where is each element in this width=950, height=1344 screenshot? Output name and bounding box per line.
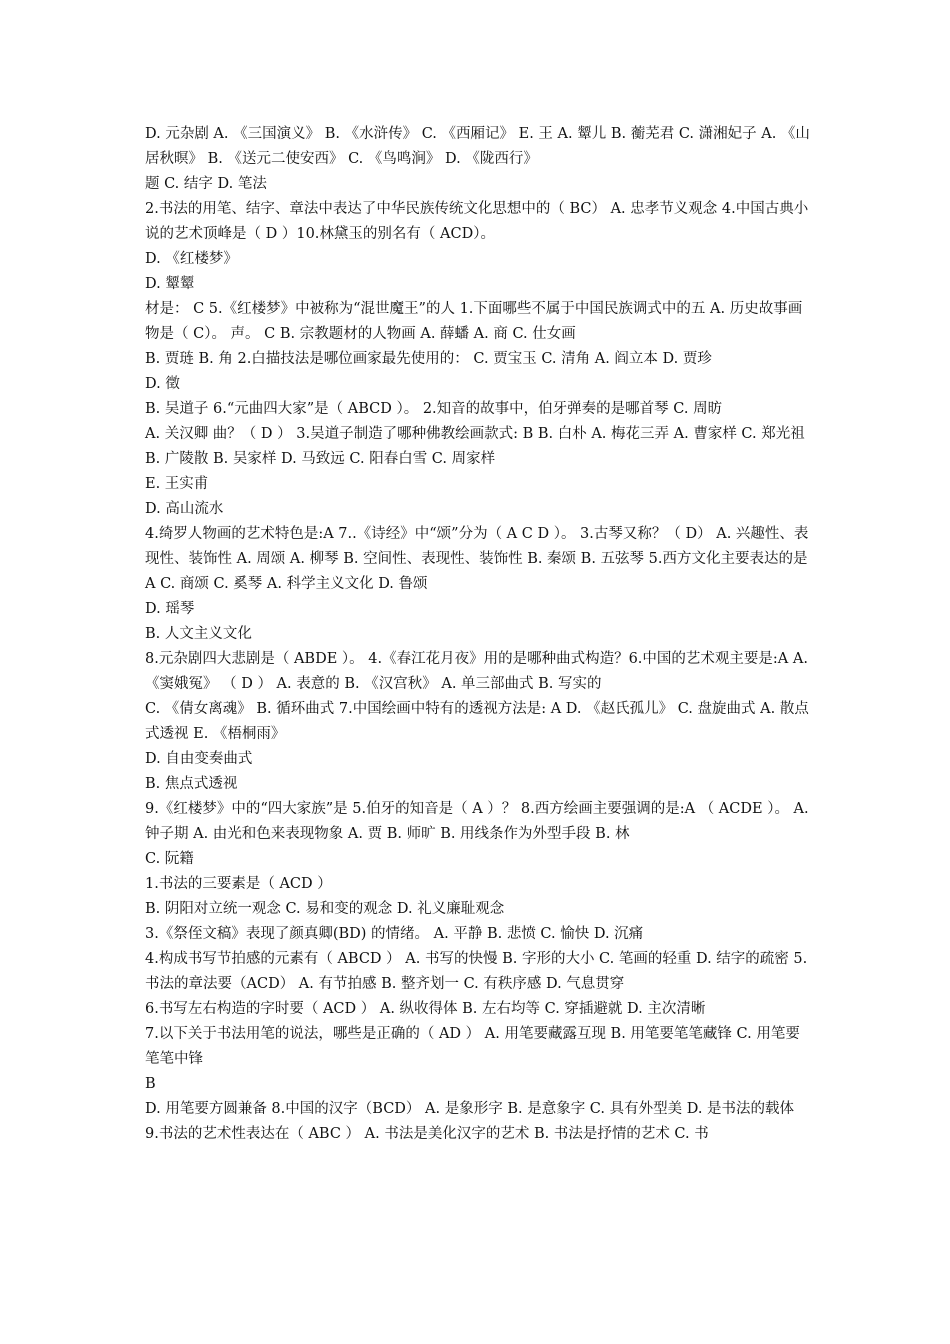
text-line: D. 徵 xyxy=(145,376,180,392)
text-line: 2.书法的用笔、结字、章法中表达了中华民族传统文化思想中的（ BC） A. 忠孝节义观念 4.中国古典小说的艺术顶峰是（ D ）10.林黛玉的别名有（ ACD）。 xyxy=(145,201,809,242)
text-line: 9.书法的艺术性表达在（ ABC ） A. 书法是美化汉字的艺术 B. 书法是抒情的艺术 C. 书 xyxy=(145,1126,709,1142)
text-line: 1.书法的三要素是（ ACD ） xyxy=(145,876,332,892)
text-line: 4.构成书写节拍感的元素有（ ABCD ） A. 书写的快慢 B. 字形的大小 C. 笔画的轻重 D. 结字的疏密 5.书法的章法要（ACD） A. 有节拍感 B. 整齐划一 C. 有秩序感 D. 气息贯穿 xyxy=(145,951,808,992)
text-line: B. 焦点式透视 xyxy=(145,776,238,792)
text-line: D. 用笔要方圆兼备 8.中国的汉字（BCD） A. 是象形字 B. 是意象字 C. 具有外型美 D. 是书法的载体 xyxy=(145,1101,795,1117)
text-line: E. 王实甫 xyxy=(145,476,209,492)
text-line: 题 C. 结字 D. 笔法 xyxy=(145,176,267,192)
text-line: B. 阴阳对立统一观念 C. 易和变的观念 D. 礼义廉耻观念 xyxy=(145,901,505,917)
text-line: A. 关汉卿 曲？（ D ） 3.吴道子制造了哪种佛教绘画款式: B B. 白朴 A. 梅花三弄 A. 曹家样 C. 郑光祖 B. 广陵散 B. 吴家样 D. 马致远 C. 阳春白雪 C. 周家样 xyxy=(145,426,805,467)
text-line: D. 瑶琴 xyxy=(145,601,195,617)
text-line: D. 高山流水 xyxy=(145,501,224,517)
text-line: 7.以下关于书法用笔的说法，哪些是正确的（ AD ） A. 用笔要藏露互现 B. 用笔要笔笔藏锋 C. 用笔要笔笔中锋 xyxy=(145,1026,800,1067)
text-line: 6.书写左右构造的字时要（ ACD ） A. 纵收得体 B. 左右均等 C. 穿插避就 D. 主次清晰 xyxy=(145,1001,706,1017)
text-line: D. 颦颦 xyxy=(145,276,195,292)
text-line: C. 《倩女离魂》 B. 循环曲式 7.中国绘画中特有的透视方法是: A D. 《赵氏孤儿》 C. 盘旋曲式 A. 散点式透视 E. 《梧桐雨》 xyxy=(145,701,809,742)
text-line: 4.绮罗人物画的艺术特色是:A 7..《诗经》中“颂”分为（ A C D ）。 3.古琴又称？（ D） A. 兴趣性、表现性、装饰性 A. 周颂 A. 柳琴 B. 空间性、表现性、装饰性 B. 秦颂 B. 五弦琴 5.西方文化主要表达的是 A C. 商颂 C. 奚琴 A. 科学主义文化 D. 鲁颂 xyxy=(145,526,809,592)
text-line: D. 自由变奏曲式 xyxy=(145,751,253,767)
text-line: B. 贾琏 B. 角 2.白描技法是哪位画家最先使用的： C. 贾宝玉 C. 清角 A. 阎立本 D. 贾珍 xyxy=(145,351,712,367)
text-line: D. 《红楼梦》 xyxy=(145,251,238,267)
text-line: 3.《祭侄文稿》表现了颜真卿(BD) 的情绪。 A. 平静 B. 悲愤 C. 愉快 D. 沉痛 xyxy=(145,926,644,942)
text-line: 9.《红楼梦》中的“四大家族”是 5.伯牙的知音是（ A ）？ 8.西方绘画主要强调的是:A （ ACDE ）。 A. 钟子期 A. 由光和色来表现物象 A. 贾 B. 师旷 B. 用线条作为外型手段 B. 林 xyxy=(145,801,809,842)
text-line: C. 阮籍 xyxy=(145,851,194,867)
document-page xyxy=(145,122,810,1147)
text-line: 材是： C 5.《红楼梦》中被称为“混世魔王”的人 1.下面哪些不属于中国民族调式中的五 A. 历史故事画 物是（ C）。 声。 C B. 宗教题材的人物画 A. 薛蟠 A. 商 C. 仕女画 xyxy=(145,301,803,342)
text-line: B. 人文主义文化 xyxy=(145,626,252,642)
text-line: B. 吴道子 6.“元曲四大家”是（ ABCD ）。 2.知音的故事中，伯牙弹奏的是哪首琴 C. 周昉 xyxy=(145,401,723,417)
text-line: B xyxy=(145,1076,156,1092)
text-line: D. 元杂剧 A. 《三国演义》 B. 《水浒传》 C. 《西厢记》 E. 王 A. 颦儿 B. 蘅芜君 C. 潇湘妃子 A. 《山居秋暝》 B. 《送元二使安西》 C. 《鸟鸣涧》 D. 《陇西行》 xyxy=(145,126,810,167)
text-line: 8.元杂剧四大悲剧是（ ABDE ）。 4.《春江花月夜》用的是哪种曲式构造？6.中国的艺术观主要是:A A. 《窦娥冤》 （ D ） A. 表意的 B. 《汉宫秋》 A. 单三部曲式 B. 写实的 xyxy=(145,651,808,692)
